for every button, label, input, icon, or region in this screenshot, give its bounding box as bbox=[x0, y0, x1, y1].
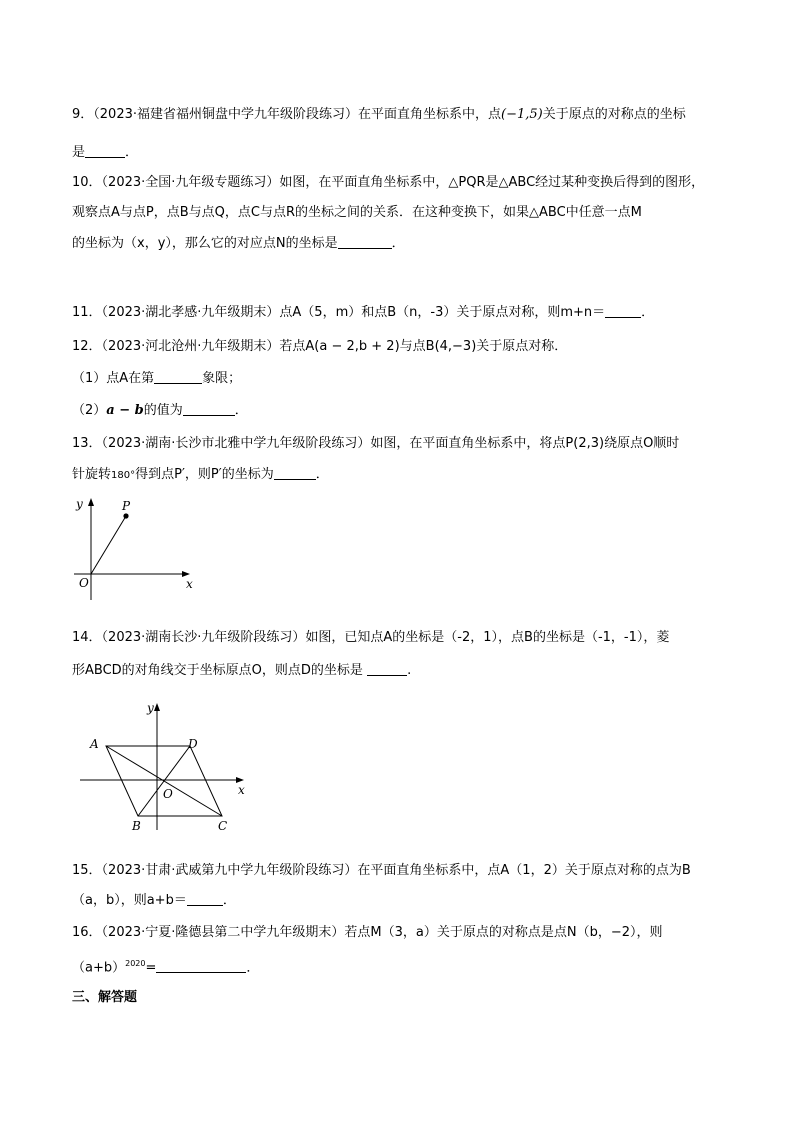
q14-answer-blank[interactable] bbox=[367, 661, 407, 676]
q13-label-p: P bbox=[122, 499, 131, 513]
q12-number: 12． bbox=[72, 339, 102, 354]
q15-source: （2023·甘肃·武威第九中学九年级阶段练习） bbox=[101, 863, 358, 878]
question-14: 14．（2023·湖南长沙·九年级阶段练习）如图，已知点A的坐标是（-2，1），点B的坐标是（-1，-1），菱 bbox=[72, 630, 670, 645]
question-14-line-2: 形ABCD的对角线交于坐标原点O，则点D的坐标是 . bbox=[72, 663, 412, 678]
q14-diagonal-bd bbox=[138, 746, 190, 816]
q13-label-o: O bbox=[79, 576, 89, 590]
question-10: 10．（2023·全国·九年级专题练习）如图，在平面直角坐标系中，△PQR是△ABC经过某种变换后得到的图形， bbox=[72, 175, 705, 190]
q14-number: 14． bbox=[72, 630, 102, 645]
q9-point: (−1,5) bbox=[501, 107, 543, 122]
q14-label-d: D bbox=[188, 737, 198, 751]
q16-number: 16． bbox=[72, 925, 102, 940]
question-11: 11．（2023·湖北孝感·九年级期末）点A（5，m）和点B（n，-3）关于原点对称，则m+n＝ ． bbox=[72, 305, 655, 320]
q13-number: 13． bbox=[72, 436, 102, 451]
q9-answer-blank[interactable] bbox=[85, 143, 125, 158]
question-16: 16．（2023·宁夏·隆德县第二中学九年级期末）若点M（3，a）关于原点的对称点是点N（b，−2），则 bbox=[72, 925, 663, 940]
q13-point-p bbox=[123, 513, 128, 518]
q10-source: （2023·全国·九年级专题练习） bbox=[101, 175, 280, 190]
q14-label-y: y bbox=[147, 701, 154, 715]
q14-label-a: A bbox=[90, 737, 99, 751]
q16-answer-blank[interactable] bbox=[156, 958, 246, 973]
section-heading: 三、解答题 bbox=[72, 990, 138, 1005]
q16-source: （2023·宁夏·隆德县第二中学九年级期末） bbox=[101, 925, 345, 940]
q10-number: 10． bbox=[72, 175, 102, 190]
q14-y-arrow bbox=[154, 703, 160, 711]
q12-part2-blank[interactable] bbox=[183, 401, 235, 416]
question-9-line-2: 是 ． bbox=[72, 145, 139, 160]
q9-source: （2023·福建省福州铜盘中学九年级阶段练习） bbox=[93, 107, 358, 122]
q14-figure bbox=[72, 696, 256, 836]
q13-source: （2023·湖南·长沙市北雅中学九年级阶段练习） bbox=[101, 436, 371, 451]
question-16-line-2: $(a+b)^{2020}=$ ． bbox=[72, 959, 260, 976]
question-13: 13．（2023·湖南·长沙市北雅中学九年级阶段练习）如图，在平面直角坐标系中，将点P(2,3)绕原点O顺时 bbox=[72, 436, 680, 451]
q15-number: 15． bbox=[72, 863, 102, 878]
q14-label-x: x bbox=[238, 783, 245, 797]
q13-label-y: y bbox=[76, 497, 83, 511]
q9-number: 9． bbox=[72, 107, 94, 122]
question-9: 9．（2023·福建省福州铜盘中学九年级阶段练习）在平面直角坐标系中，点(−1,5)关于原点的对称点的坐标 bbox=[72, 107, 686, 122]
question-15: 15．（2023·甘肃·武威第九中学九年级阶段练习）在平面直角坐标系中，点A（1，2）关于原点对称的点为B bbox=[72, 863, 691, 878]
q13-label-x: x bbox=[186, 577, 193, 591]
q11-number: 11． bbox=[72, 305, 102, 320]
q14-label-c: C bbox=[218, 819, 228, 833]
q10-answer-blank[interactable] bbox=[338, 234, 392, 249]
q14-label-b: B bbox=[132, 819, 141, 833]
q15-answer-blank[interactable] bbox=[187, 891, 223, 906]
q13-degree: 180° bbox=[111, 470, 136, 481]
question-12-part-1: （1）点A在第 象限； bbox=[72, 371, 242, 386]
q12-expression: a − b bbox=[106, 403, 144, 418]
question-10-line-2: 观察点A与点P，点B与点Q，点C与点R的坐标之间的关系．在这种变换下，如果△ABC中任意一点M bbox=[72, 205, 642, 220]
q12-part1-blank[interactable] bbox=[154, 369, 202, 384]
question-10-line-3: 的坐标为（x，y），那么它的对应点N的坐标是 ． bbox=[72, 236, 405, 251]
q12-source: （2023·河北沧州·九年级期末） bbox=[101, 339, 280, 354]
question-12-part-2: （2）a − b的值为 ． bbox=[72, 403, 248, 418]
q13-y-arrow bbox=[88, 498, 94, 506]
q11-source: （2023·湖北孝感·九年级期末） bbox=[101, 305, 280, 320]
q13-answer-blank[interactable] bbox=[274, 465, 316, 480]
q14-source: （2023·湖南长沙·九年级阶段练习） bbox=[101, 630, 306, 645]
question-15-line-2: （a，b），则a+b＝ ． bbox=[72, 893, 236, 908]
question-12: 12．（2023·河北沧州·九年级期末）若点A(a − 2,b + 2)与点B(4,−3)关于原点对称． bbox=[72, 339, 568, 354]
q13-figure bbox=[70, 494, 200, 606]
q14-label-o: O bbox=[163, 787, 173, 801]
q16-exponent: 2020 bbox=[125, 959, 146, 968]
question-13-line-2: 针旋转180°得到点P′，则P′的坐标为 ． bbox=[72, 467, 329, 482]
q13-segment-op bbox=[91, 516, 126, 574]
q11-answer-blank[interactable] bbox=[605, 303, 641, 318]
